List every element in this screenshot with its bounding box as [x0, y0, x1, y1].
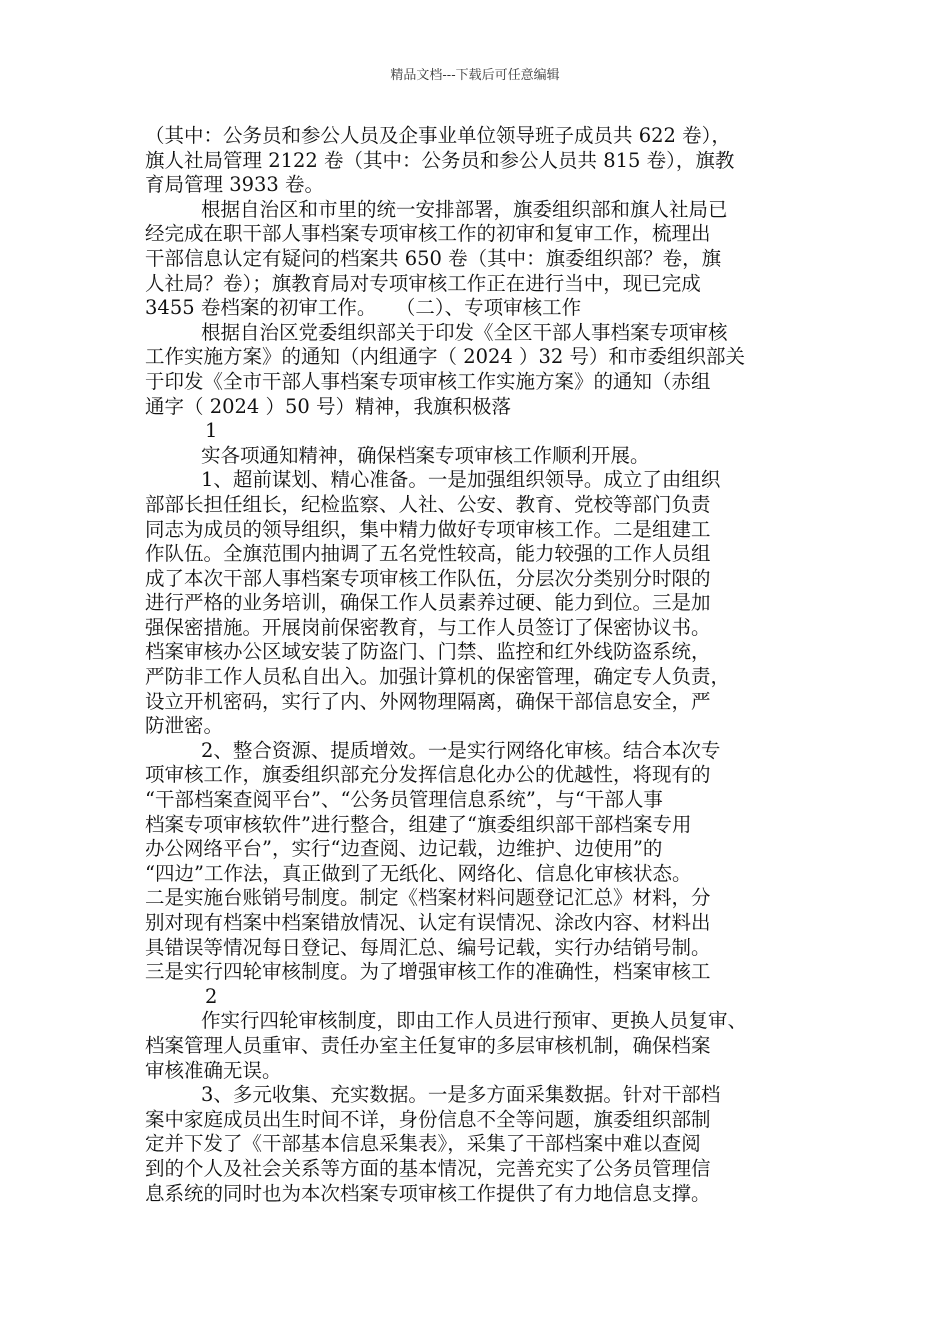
- text-line: 干部信息认定有疑问的档案共 650 卷（其中：旗委组织部？卷，旗: [145, 246, 722, 270]
- text-line: 档案专项审核软件”进行整合，组建了“旗委组织部干部档案专用: [145, 812, 692, 836]
- text-line: 办公网络平台”，实行“边查阅、边记载，边维护、边使用”的: [145, 837, 663, 861]
- text-line: 3455 卷档案的初审工作。 （二）、专项审核工作: [145, 296, 582, 320]
- text-line: 强保密措施。开展岗前保密教育，与工作人员签订了保密协议书。: [145, 615, 711, 639]
- text-line: 1、超前谋划、精心准备。一是加强组织领导。成立了由组织: [201, 468, 721, 492]
- text-line: “四边”工作法，真正做到了无纸化、网络化、信息化审核状态。: [145, 861, 692, 885]
- text-line: 别对现有档案中档案错放情况、认定有误情况、涂改内容、材料出: [145, 911, 711, 934]
- text-line: 档案审核办公区域安装了防盗门、门禁、监控和红外线防盗系统，: [145, 640, 711, 664]
- text-line: “干部档案查阅平台”、“公务员管理信息系统”，与“干部人事: [145, 788, 663, 812]
- text-line: 通字（ 2024 ）50 号）精神，我旗积极落: [145, 394, 512, 418]
- text-line: 项审核工作，旗委组织部充分发挥信息化办公的优越性，将现有的: [145, 763, 711, 787]
- text-line: 档案管理人员重审、责任办室主任复审的多层审核机制，确保档案: [145, 1033, 711, 1057]
- document-body: [145, 124, 825, 1206]
- text-line: 同志为成员的领导组织，集中精力做好专项审核工作。二是组建工: [145, 517, 711, 541]
- text-line: 二是实施台账销号制度。制定《档案材料问题登记汇总》材料，分: [145, 886, 711, 910]
- text-line: 防泄密。: [145, 714, 224, 738]
- text-line: 定并下发了《干部基本信息采集表》，采集了干部档案中难以查阅: [145, 1132, 701, 1156]
- text-line: 到的个人及社会关系等方面的基本情况，完善充实了公务员管理信: [145, 1156, 711, 1180]
- text-line: 工作实施方案》的通知（内组通字（ 2024 ）32 号）和市委组织部关: [145, 345, 746, 369]
- text-line: 作实行四轮审核制度，即由工作人员进行预审、更换人员复审、: [201, 1009, 748, 1033]
- text-line: 成了本次干部人事档案专项审核工作队伍，分层次分类别分时限的: [145, 566, 711, 590]
- text-line: 作队伍。全旗范围内抽调了五名党性较高，能力较强的工作人员组: [145, 542, 711, 566]
- text-line: 严防非工作人员私自出入。加强计算机的保密管理，确定专人负责，: [145, 665, 731, 689]
- text-line: 息系统的同时也为本次档案专项审核工作提供了有力地信息支撑。: [145, 1181, 711, 1205]
- text-line: 旗人社局管理 2122 卷（其中：公务员和参公人员共 815 卷），旗教: [145, 148, 735, 172]
- text-line: 案中家庭成员出生时间不详，身份信息不全等问题，旗委组织部制: [145, 1107, 711, 1131]
- text-line: 设立开机密码，实行了内、外网物理隔离，确保干部信息安全，严: [145, 689, 711, 713]
- text-line: 具错误等情况每日登记、每周汇总、编号记载，实行办结销号制。: [145, 935, 711, 959]
- text-line: 进行严格的业务培训，确保工作人员素养过硬、能力到位。三是加: [145, 591, 711, 615]
- text-line: 根据自治区党委组织部关于印发《全区干部人事档案专项审核: [201, 320, 728, 344]
- text-line: 3、多元收集、充实数据。一是多方面采集数据。针对干部档: [201, 1083, 721, 1107]
- text-line: 2、整合资源、提质增效。一是实行网络化审核。结合本次专: [201, 738, 721, 762]
- text-line: 审核准确无误。: [145, 1058, 282, 1082]
- text-line: 于印发《全市干部人事档案专项审核工作实施方案》的通知（赤组: [145, 369, 711, 393]
- text-line: （其中：公务员和参公人员及企事业单位领导班子成员共 622 卷），: [145, 124, 731, 147]
- text-line: 实各项通知精神，确保档案专项审核工作顺利开展。: [201, 443, 650, 467]
- page-header: 精品文档---下载后可任意编辑: [390, 68, 560, 83]
- text-line: 部部长担任组长，纪检监察、人社、公安、教育、党校等部门负责: [145, 492, 711, 516]
- text-line: 经完成在职干部人事档案专项审核工作的初审和复审工作，梳理出: [145, 222, 711, 246]
- text-line: 育局管理 3933 卷。: [145, 173, 325, 197]
- text-line: 根据自治区和市里的统一安排部署，旗委组织部和旗人社局已: [201, 197, 728, 221]
- text-line: 人社局？卷）；旗教育局对专项审核工作正在进行当中，现已完成: [145, 271, 701, 295]
- page-number: 2: [205, 984, 218, 1008]
- page-number: 1: [205, 419, 218, 443]
- text-line: 三是实行四轮审核制度。为了增强审核工作的准确性，档案审核工: [145, 960, 711, 984]
